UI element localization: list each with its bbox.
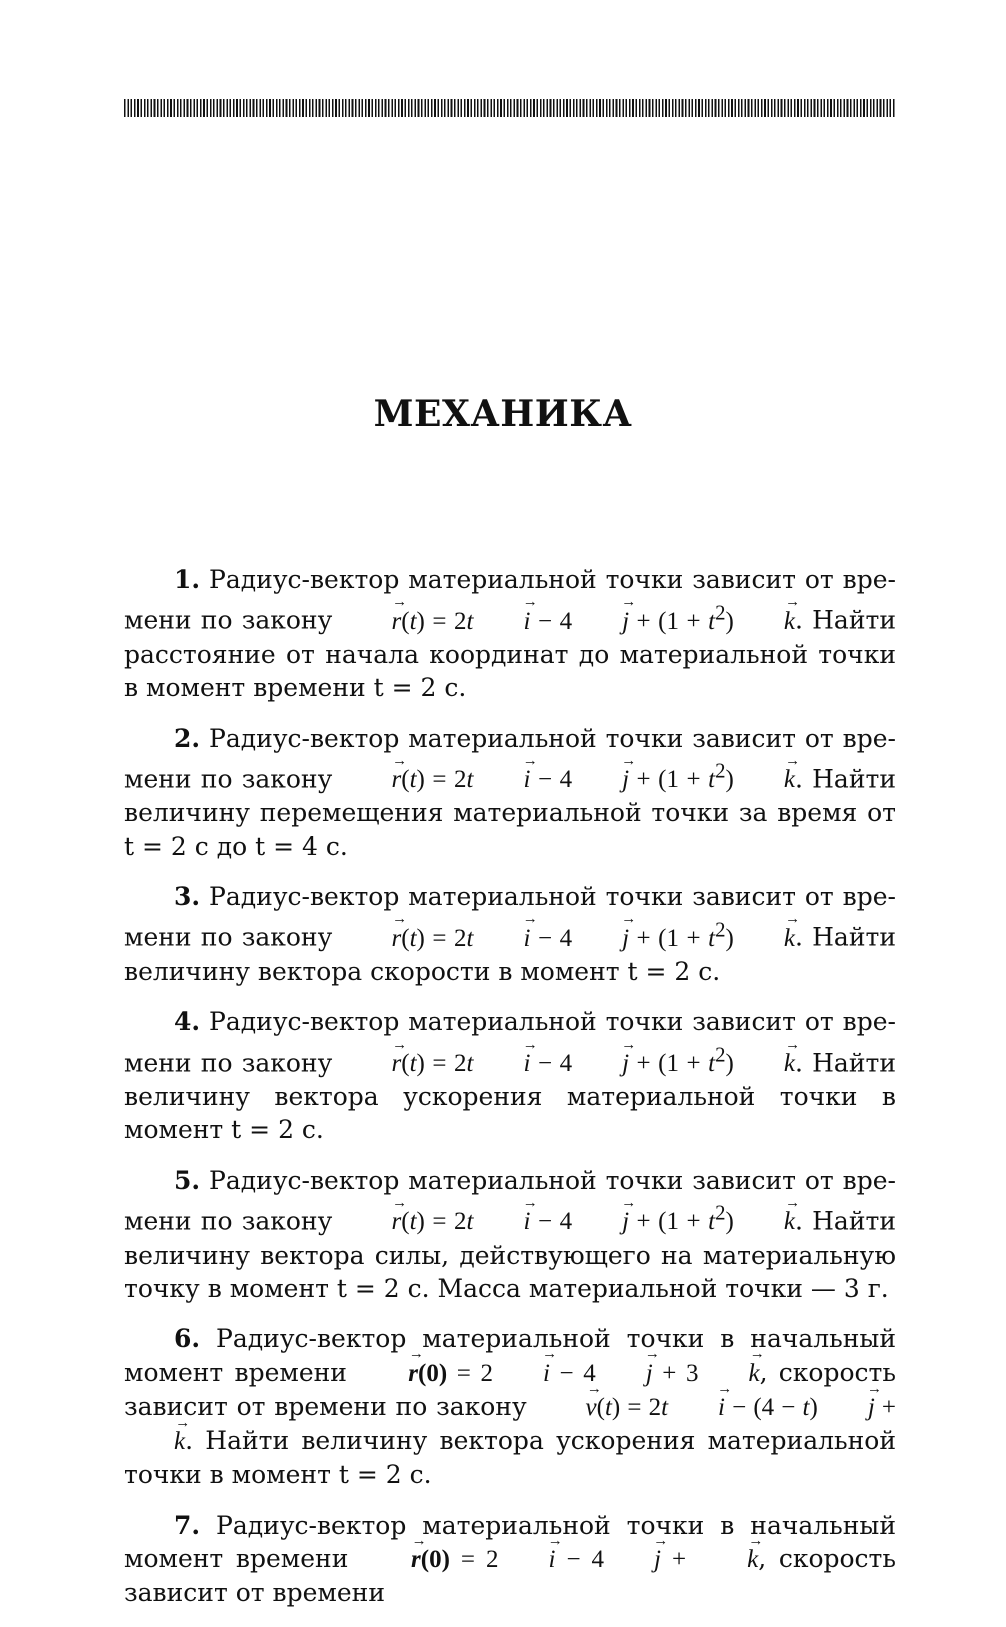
problem-list [124,563,896,1627]
problem-number: 7. [174,1510,201,1540]
problem-text: Радиус-вектор материальной точки зависит от времени по закону [124,565,896,635]
formula-r-zero: → r(0) = 2→ i − 4→ j + 3→ k [358,1360,759,1387]
formula-r-of-t: → $r(t) = 2t\to i - 4\to j + (1 + t^2)\to k$ [342,766,795,793]
problem-number: 5. [174,1165,201,1195]
problem-text: Радиус-вектор материальной точки зависит от времени по закону [124,1007,896,1077]
problem-number: 3. [174,882,201,912]
formula-v-of-t: → v(t) = 2t→ i − (4 − t)→ j + → k [124,1394,896,1455]
formula-r-zero: → r(0) = 2→ i − 4→ j + → k [361,1546,758,1573]
problem-7 [124,1509,896,1610]
formula-r-of-t: → $r(t) = 2t\to i - 4\to j + (1 + t^2)\to k$ [342,608,795,635]
formula-r-of-t: → $r(t) = 2t\to i - 4\to j + (1 + t^2)\to k$ [342,925,795,952]
problem-5 [124,1164,896,1306]
problem-text: Радиус-вектор материальной точки в начальный момент времени [124,1324,896,1387]
problem-number: 6. [174,1324,201,1354]
problem-text: . Найти величину перемещения материальной точки за время от t = 2 с до t = 4 с. [124,764,896,861]
formula-r-of-t: → $r(t) = 2t\to i - 4\to j + (1 + t^2)\to k$ [342,1050,795,1077]
problem-text: . Найти величину вектора силы, действующего на материальную точку в момент t = 2 с. Масса материальной точки — 3 г. [124,1206,896,1303]
problem-1 [124,563,896,705]
problem-6 [124,1322,896,1491]
problem-text: . Найти величину вектора ускорения материальной точки в момент t = 2 с. [124,1426,896,1490]
problem-number: 1. [174,565,201,594]
problem-text: , скорость зависит от времени [124,1544,896,1608]
problem-text: Радиус-вектор материальной точки в начальный момент времени [124,1510,896,1574]
problem-text: Радиус-вектор материальной точки зависит от времени по закону [124,882,896,952]
problem-2 [124,722,896,864]
header-rule [124,99,896,117]
problem-text: , скорость зависит от времени по закону [124,1357,896,1421]
problem-text: Радиус-вектор материальной точки зависит от времени по закону [124,1165,896,1236]
problem-text: . Найти величину вектора ускорения материальной точки в момент t = 2 с. [124,1047,896,1145]
problem-4 [124,1005,896,1147]
chapter-title: МЕХАНИКА [373,393,633,435]
problem-text: . Найти расстояние от начала координат до материальной точки в момент времени t = 2 с. [124,605,896,703]
problem-number: 4. [174,1007,201,1037]
problem-text: Радиус-вектор материальной точки зависит от времени по закону [124,723,896,794]
problem-text: . Найти величину вектора скорости в момент t = 2 с. [124,922,896,986]
formula-r-of-t: → $r(t) = 2t\to i - 4\to j + (1 + t^2)\to k$ [342,1208,795,1235]
problem-number: 2. [174,723,201,753]
problem-3 [124,880,896,988]
